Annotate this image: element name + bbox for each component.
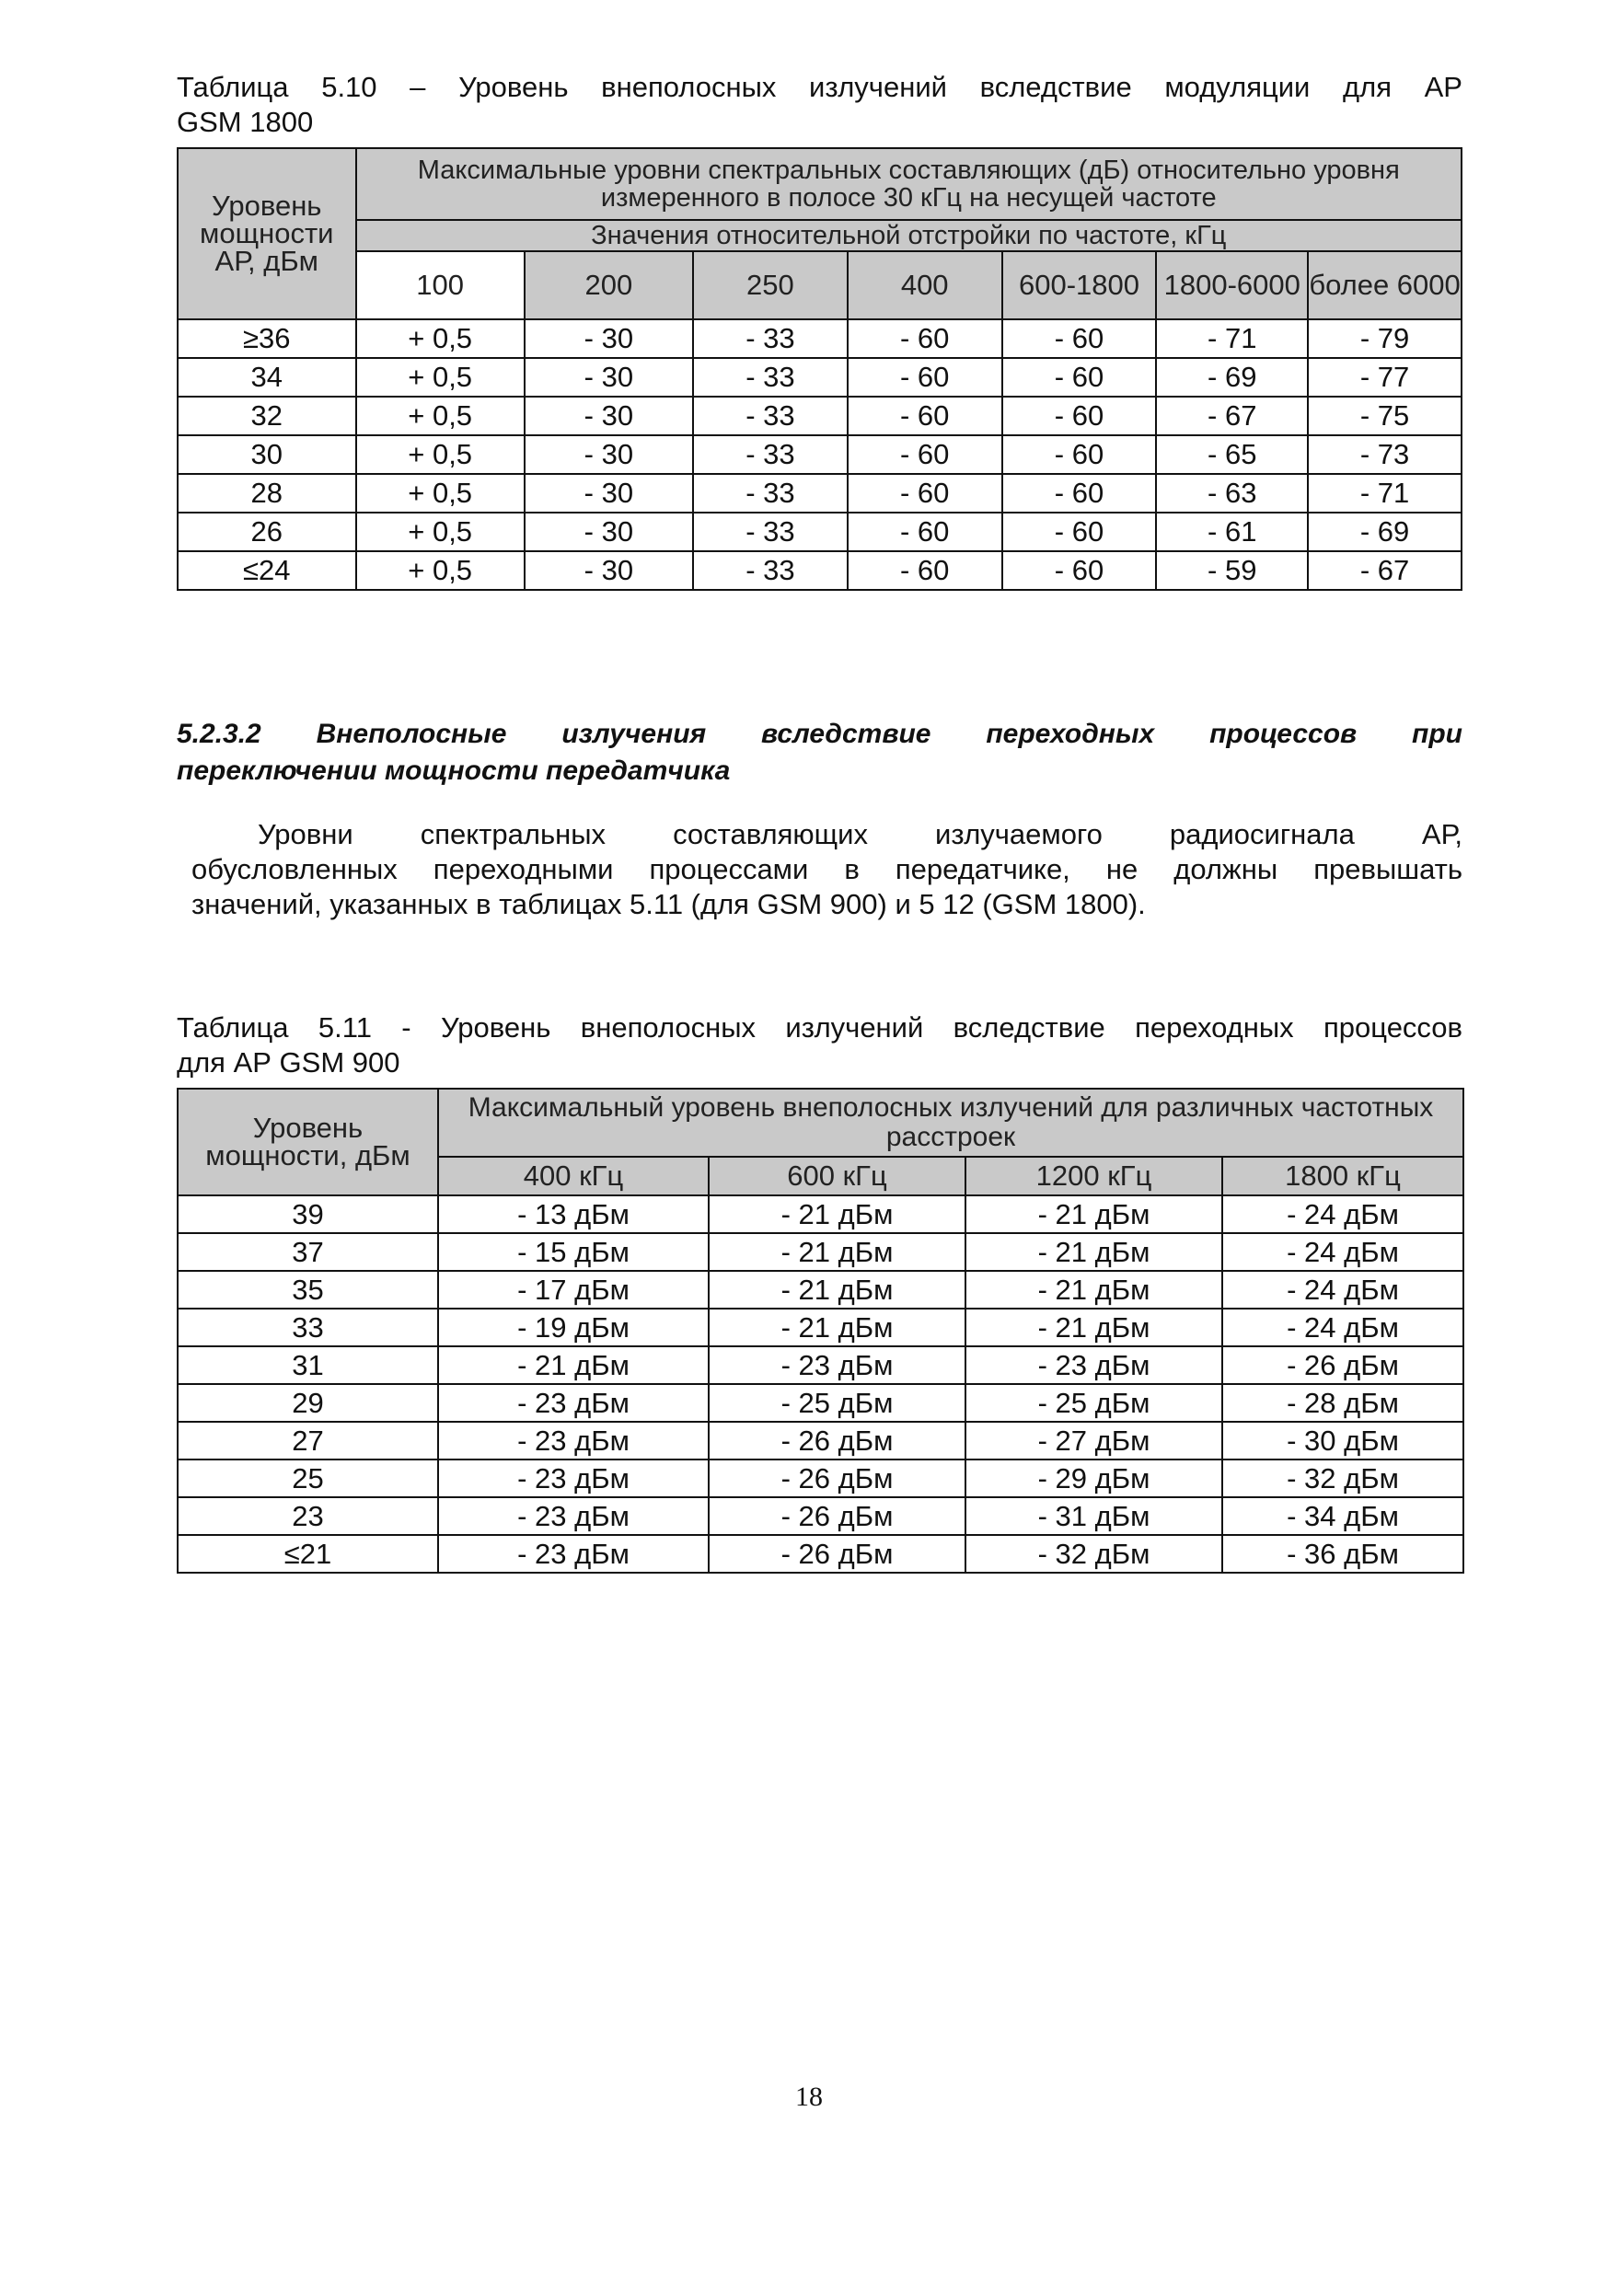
value-cell: - 36 дБм [1222,1535,1463,1573]
power-level-cell: 39 [178,1195,438,1233]
paragraph-line: значений, указанных в таблицах 5.11 (для GSM 900) и 5 12 (GSM 1800). [191,888,1146,920]
value-cell: - 25 дБм [709,1384,965,1422]
value-cell: - 60 [848,435,1002,474]
value-cell: - 34 дБм [1222,1497,1463,1535]
table-row [178,1535,1463,1573]
value-cell: - 60 [1002,551,1157,590]
section-heading [177,716,1462,790]
table-row [178,551,1462,590]
value-cell: - 60 [848,513,1002,551]
power-level-cell: 28 [178,474,356,513]
value-cell: - 71 [1156,319,1308,358]
value-cell: - 60 [1002,513,1157,551]
freq-col-header: 100 [356,251,525,319]
value-cell: - 30 [525,435,693,474]
value-cell: - 33 [693,435,848,474]
power-level-cell: ≤24 [178,551,356,590]
value-cell: - 32 дБм [1222,1460,1463,1497]
table-row [178,319,1462,358]
value-cell: - 21 дБм [709,1233,965,1271]
table-row [178,358,1462,397]
value-cell: - 60 [1002,397,1157,435]
freq-col-header: 600 кГц [709,1157,965,1195]
table-5-10 [177,147,1462,591]
value-cell: - 79 [1308,319,1462,358]
power-level-header: Уровень мощности АР, дБм [178,148,356,319]
value-cell: - 30 [525,474,693,513]
power-level-cell: 26 [178,513,356,551]
value-cell: - 26 дБм [1222,1346,1463,1384]
offset-header: Значения относительной отстройки по частоте, кГц [356,220,1462,251]
page-number: 18 [795,2082,823,2112]
value-cell: - 60 [848,319,1002,358]
table-5-10-caption [177,70,1462,140]
value-cell: - 21 дБм [709,1195,965,1233]
value-cell: - 33 [693,358,848,397]
value-cell: - 30 дБм [1222,1422,1463,1460]
table-5-11-caption [177,1010,1462,1080]
value-cell: - 67 [1156,397,1308,435]
caption-line: GSM 1800 [177,106,314,138]
value-cell: - 24 дБм [1222,1195,1463,1233]
value-cell: - 60 [1002,435,1157,474]
heading-line: переключении мощности передатчика [177,756,731,786]
table-5-11 [177,1088,1462,1574]
power-level-cell: 31 [178,1346,438,1384]
table-row [178,1460,1463,1497]
value-cell: - 30 [525,319,693,358]
power-level-cell: 25 [178,1460,438,1497]
value-cell: - 24 дБм [1222,1233,1463,1271]
max-level-header: Максимальный уровень внеполосных излучений для различных частотных расстроек [438,1089,1463,1157]
value-cell: - 77 [1308,358,1462,397]
max-levels-header: Максимальные уровни спектральных составляющих (дБ) относительно уровня измеренного в полосе 30 кГц на несущей частоте [356,148,1462,220]
table-row [178,435,1462,474]
value-cell: - 19 дБм [438,1309,709,1346]
value-cell: + 0,5 [356,358,525,397]
freq-col-header: 250 [693,251,848,319]
value-cell: - 60 [1002,319,1157,358]
value-cell: + 0,5 [356,397,525,435]
value-cell: - 73 [1308,435,1462,474]
value-cell: - 30 [525,551,693,590]
table-row [178,1346,1463,1384]
value-cell: - 21 дБм [438,1346,709,1384]
power-level-cell: ≥36 [178,319,356,358]
value-cell: - 63 [1156,474,1308,513]
value-cell: - 28 дБм [1222,1384,1463,1422]
value-cell: - 23 дБм [438,1460,709,1497]
value-cell: - 60 [1002,474,1157,513]
value-cell: - 30 [525,397,693,435]
table-row [178,1195,1463,1233]
caption-line: Таблица 5.11 - Уровень внеполосных излучений вследствие переходных процессов [177,1011,1462,1044]
caption-line: для АР GSM 900 [177,1046,400,1079]
value-cell: - 61 [1156,513,1308,551]
value-cell: - 23 дБм [709,1346,965,1384]
value-cell: - 65 [1156,435,1308,474]
value-cell: - 21 дБм [965,1309,1222,1346]
power-level-cell: 29 [178,1384,438,1422]
value-cell: - 21 дБм [965,1233,1222,1271]
value-cell: - 60 [848,358,1002,397]
value-cell: + 0,5 [356,551,525,590]
freq-col-header: 200 [525,251,693,319]
power-level-cell: 35 [178,1271,438,1309]
value-cell: - 21 дБм [965,1271,1222,1309]
heading-line: 5.2.3.2 Внеполосные излучения вследствие переходных процессов при [177,719,1462,749]
value-cell: - 23 дБм [438,1535,709,1573]
value-cell: - 26 дБм [709,1460,965,1497]
value-cell: - 69 [1156,358,1308,397]
value-cell: - 60 [848,474,1002,513]
freq-col-header: 1800 кГц [1222,1157,1463,1195]
value-cell: - 25 дБм [965,1384,1222,1422]
paragraph-line: обусловленных переходными процессами в передатчике, не должны превышать [191,853,1462,885]
power-level-cell: 30 [178,435,356,474]
value-cell: - 30 [525,513,693,551]
table-row [178,1497,1463,1535]
value-cell: - 32 дБм [965,1535,1222,1573]
value-cell: - 21 дБм [709,1271,965,1309]
value-cell: - 23 дБм [965,1346,1222,1384]
value-cell: - 60 [848,551,1002,590]
table-row [178,1384,1463,1422]
value-cell: - 29 дБм [965,1460,1222,1497]
value-cell: - 24 дБм [1222,1271,1463,1309]
table-row [178,1233,1463,1271]
value-cell: - 27 дБм [965,1422,1222,1460]
value-cell: - 33 [693,397,848,435]
power-level-cell: 23 [178,1497,438,1535]
value-cell: - 33 [693,513,848,551]
value-cell: - 21 дБм [965,1195,1222,1233]
value-cell: - 59 [1156,551,1308,590]
value-cell: - 15 дБм [438,1233,709,1271]
value-cell: - 33 [693,319,848,358]
freq-col-header: 400 [848,251,1002,319]
value-cell: - 31 дБм [965,1497,1222,1535]
value-cell: - 23 дБм [438,1497,709,1535]
power-level-cell: 37 [178,1233,438,1271]
value-cell: - 75 [1308,397,1462,435]
power-level-cell: 33 [178,1309,438,1346]
value-cell: - 30 [525,358,693,397]
value-cell: - 71 [1308,474,1462,513]
table-row [178,513,1462,551]
body-paragraph [191,817,1462,922]
value-cell: - 60 [1002,358,1157,397]
value-cell: - 23 дБм [438,1384,709,1422]
table-row [178,474,1462,513]
value-cell: + 0,5 [356,319,525,358]
table-row [178,397,1462,435]
freq-col-header: 1800-6000 [1156,251,1308,319]
value-cell: - 67 [1308,551,1462,590]
value-cell: - 60 [848,397,1002,435]
table-row [178,1271,1463,1309]
freq-col-header: более 6000 [1308,251,1462,319]
power-level-cell: ≤21 [178,1535,438,1573]
table-row [178,1422,1463,1460]
paragraph-line: Уровни спектральных составляющих излучаемого радиосигнала АР, [258,818,1462,850]
power-level-cell: 27 [178,1422,438,1460]
table-row [178,1309,1463,1346]
value-cell: - 33 [693,474,848,513]
value-cell: - 24 дБм [1222,1309,1463,1346]
freq-col-header: 1200 кГц [965,1157,1222,1195]
value-cell: - 17 дБм [438,1271,709,1309]
value-cell: - 26 дБм [709,1422,965,1460]
value-cell: + 0,5 [356,474,525,513]
freq-col-header: 600-1800 [1002,251,1157,319]
power-level-header: Уровень мощности, дБм [178,1089,438,1195]
value-cell: - 69 [1308,513,1462,551]
value-cell: - 33 [693,551,848,590]
value-cell: - 21 дБм [709,1309,965,1346]
value-cell: - 26 дБм [709,1535,965,1573]
value-cell: + 0,5 [356,435,525,474]
value-cell: + 0,5 [356,513,525,551]
value-cell: - 23 дБм [438,1422,709,1460]
freq-col-header: 400 кГц [438,1157,709,1195]
power-level-cell: 32 [178,397,356,435]
value-cell: - 13 дБм [438,1195,709,1233]
power-level-cell: 34 [178,358,356,397]
caption-line: Таблица 5.10 – Уровень внеполосных излучений вследствие модуляции для АР [177,71,1462,103]
value-cell: - 26 дБм [709,1497,965,1535]
